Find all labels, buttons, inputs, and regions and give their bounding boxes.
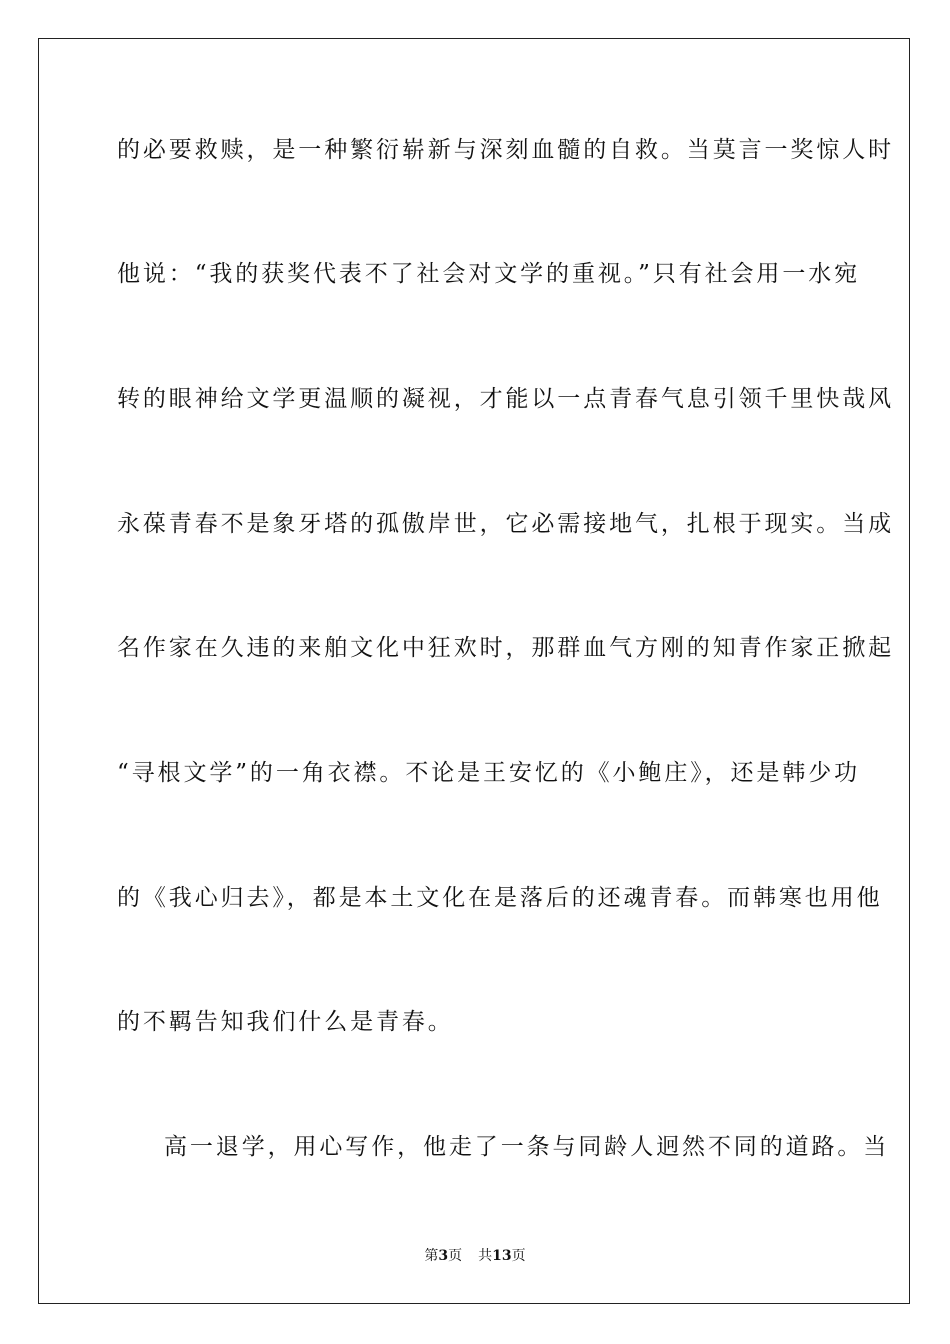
page-label-suffix: 页 xyxy=(448,1248,463,1264)
text-line-9: 高一退学，用心写作，他走了一条与同龄人迥然不同的道路。当 xyxy=(164,1134,890,1160)
page-footer xyxy=(0,1246,950,1266)
page-total-number: 13 xyxy=(492,1248,512,1264)
text-line-5: 名作家在久违的来舶文化中狂欢时，那群血气方刚的知青作家正掀起 xyxy=(117,635,894,661)
text-line-4: 永葆青春不是象牙塔的孤傲岸世，它必需接地气，扎根于现实。当成 xyxy=(117,511,894,537)
text-line-8: 的不羁告知我们什么是青春。 xyxy=(117,1009,454,1035)
page-border xyxy=(38,38,910,1304)
text-line-7: 的《我心归去》，都是本土文化在是落后的还魂青春。而韩寒也用他 xyxy=(117,885,883,911)
total-label-suffix: 页 xyxy=(511,1248,526,1264)
page-current-number: 3 xyxy=(438,1248,449,1264)
page-label-prefix: 第 xyxy=(424,1248,439,1264)
text-line-3: 转的眼神给文学更温顺的凝视，才能以一点青春气息引领千里快哉风 xyxy=(117,386,894,412)
text-line-2: 他说：“我的获奖代表不了社会对文学的重视。”只有社会用一水宛 xyxy=(117,261,861,287)
text-line-1: 的必要救赎，是一种繁衍崭新与深刻血髓的自救。当莫言一奖惊人时 xyxy=(117,137,894,163)
total-label-prefix: 共 xyxy=(478,1248,493,1264)
text-line-6: “寻根文学”的一角衣襟。不论是王安忆的《小鲍庄》，还是韩少功 xyxy=(117,760,861,786)
